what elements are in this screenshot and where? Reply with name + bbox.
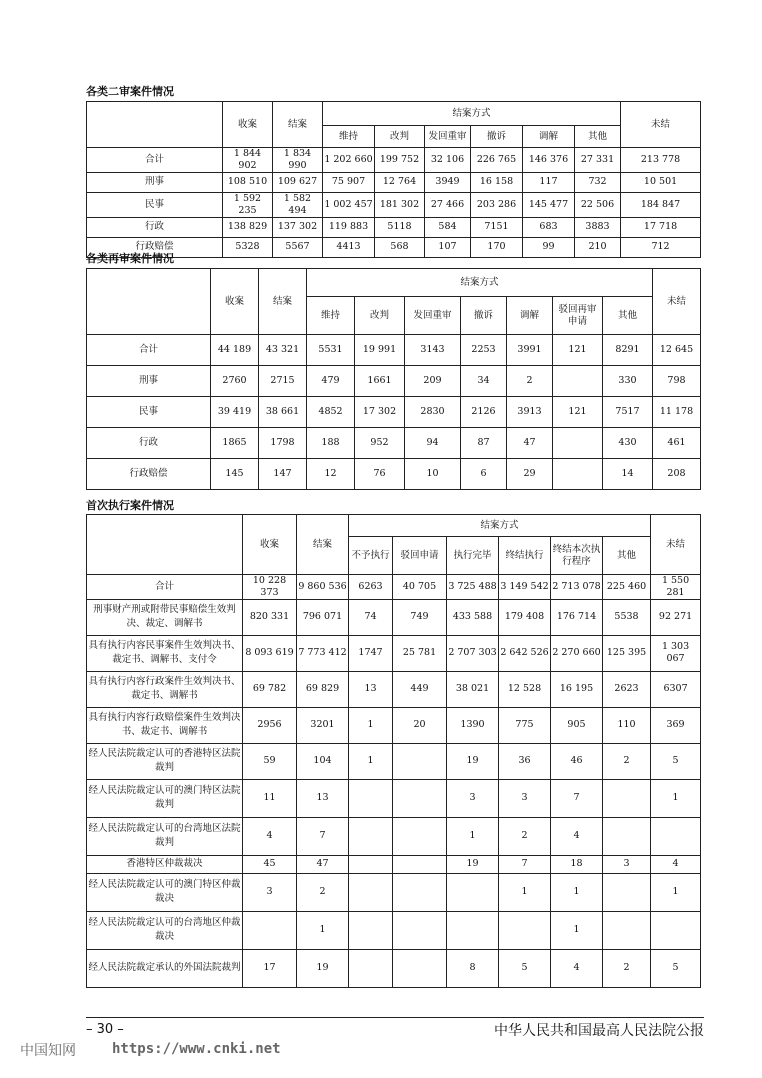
table-cell: 2760 bbox=[211, 366, 259, 397]
table-cell bbox=[651, 817, 701, 855]
table-cell: 1 550 281 bbox=[651, 575, 701, 600]
table-cell bbox=[393, 949, 447, 987]
table-cell: 2 270 660 bbox=[551, 635, 603, 671]
header-closed: 结案 bbox=[273, 102, 323, 148]
table-cell: 181 302 bbox=[375, 192, 425, 217]
corner-cell bbox=[87, 515, 243, 575]
table-cell: 16 195 bbox=[551, 671, 603, 707]
method-header: 调解 bbox=[507, 297, 553, 335]
table-cell: 108 510 bbox=[223, 172, 273, 192]
table-cell: 905 bbox=[551, 707, 603, 743]
table-row bbox=[87, 911, 701, 949]
table-cell: 4 bbox=[243, 817, 297, 855]
method-header: 驳回再审申请 bbox=[553, 297, 603, 335]
table-cell: 1747 bbox=[349, 635, 393, 671]
table-cell: 2715 bbox=[259, 366, 307, 397]
header-pending: 未结 bbox=[653, 269, 701, 335]
table-cell bbox=[349, 949, 393, 987]
table-cell: 125 395 bbox=[603, 635, 651, 671]
table-cell: 2253 bbox=[461, 335, 507, 366]
table-cell: 8 bbox=[447, 949, 499, 987]
method-header: 改判 bbox=[375, 126, 425, 148]
row-label: 具有执行内容民事案件生效判决书、裁定书、调解书、支付令 bbox=[87, 635, 243, 671]
table-cell: 46 bbox=[551, 743, 603, 779]
table-cell: 2 bbox=[603, 743, 651, 779]
table-cell: 94 bbox=[405, 428, 461, 459]
table-cell bbox=[499, 911, 551, 949]
table-cell: 1 592 235 bbox=[223, 192, 273, 217]
header-method: 结案方式 bbox=[323, 102, 621, 126]
table-cell: 38 021 bbox=[447, 671, 499, 707]
method-header: 改判 bbox=[355, 297, 405, 335]
table-cell bbox=[553, 459, 603, 490]
appeal-cases-table bbox=[86, 101, 701, 258]
table-cell: 19 bbox=[447, 743, 499, 779]
table-cell: 47 bbox=[507, 428, 553, 459]
table-cell: 5531 bbox=[307, 335, 355, 366]
method-header: 其他 bbox=[603, 297, 653, 335]
table-cell: 1 582 494 bbox=[273, 192, 323, 217]
table-cell: 1661 bbox=[355, 366, 405, 397]
table-cell: 40 705 bbox=[393, 575, 447, 600]
table-cell: 119 883 bbox=[323, 217, 375, 237]
row-label: 经人民法院裁定承认的外国法院裁判 bbox=[87, 949, 243, 987]
table-row bbox=[87, 779, 701, 817]
table-cell: 3 bbox=[603, 855, 651, 873]
section-title: 各类再审案件情况 bbox=[86, 252, 174, 265]
table-cell: 584 bbox=[425, 217, 471, 237]
table-cell: 6 bbox=[461, 459, 507, 490]
table-row bbox=[87, 635, 701, 671]
method-header: 撤诉 bbox=[461, 297, 507, 335]
table-cell: 1 bbox=[551, 873, 603, 911]
table-cell bbox=[349, 911, 393, 949]
table-cell bbox=[447, 873, 499, 911]
table-cell: 775 bbox=[499, 707, 551, 743]
table-cell: 796 071 bbox=[297, 599, 349, 635]
table-cell: 1 bbox=[651, 873, 701, 911]
table-cell: 2 bbox=[499, 817, 551, 855]
table-cell: 137 302 bbox=[273, 217, 323, 237]
table-cell: 3913 bbox=[507, 397, 553, 428]
table-cell: 2 707 303 bbox=[447, 635, 499, 671]
table-cell: 1798 bbox=[259, 428, 307, 459]
row-label: 刑事财产刑或附带民事赔偿生效判决、裁定、调解书 bbox=[87, 599, 243, 635]
row-label: 经人民法院裁定认可的台湾地区法院裁判 bbox=[87, 817, 243, 855]
table-cell: 121 bbox=[553, 397, 603, 428]
table-cell: 19 bbox=[297, 949, 349, 987]
table-row bbox=[87, 397, 701, 428]
row-label: 行政赔偿 bbox=[87, 237, 223, 257]
table-cell bbox=[553, 366, 603, 397]
table-cell: 138 829 bbox=[223, 217, 273, 237]
table-cell bbox=[603, 873, 651, 911]
table-cell: 20 bbox=[393, 707, 447, 743]
table-cell: 27 466 bbox=[425, 192, 471, 217]
table-cell bbox=[393, 743, 447, 779]
method-header: 调解 bbox=[523, 126, 575, 148]
execution-cases-table bbox=[86, 514, 701, 988]
table-cell: 109 627 bbox=[273, 172, 323, 192]
table-cell: 5538 bbox=[603, 599, 651, 635]
table-cell: 92 271 bbox=[651, 599, 701, 635]
table-cell bbox=[603, 911, 651, 949]
table-cell: 1 844 902 bbox=[223, 148, 273, 173]
table-cell: 22 506 bbox=[575, 192, 621, 217]
table-cell: 34 bbox=[461, 366, 507, 397]
table-cell: 13 bbox=[297, 779, 349, 817]
method-header: 维持 bbox=[307, 297, 355, 335]
table-row bbox=[87, 459, 701, 490]
row-label: 经人民法院裁定认可的香港特区法院裁判 bbox=[87, 743, 243, 779]
table-cell: 19 bbox=[447, 855, 499, 873]
table-cell bbox=[393, 817, 447, 855]
table-cell: 5118 bbox=[375, 217, 425, 237]
table-cell: 5 bbox=[651, 743, 701, 779]
table-cell: 7 773 412 bbox=[297, 635, 349, 671]
table-cell: 12 bbox=[307, 459, 355, 490]
table-cell: 1 834 990 bbox=[273, 148, 323, 173]
method-header: 撤诉 bbox=[471, 126, 523, 148]
table-cell: 5 bbox=[651, 949, 701, 987]
section-title: 各类二审案件情况 bbox=[86, 85, 174, 98]
table-cell: 3 bbox=[447, 779, 499, 817]
row-label: 行政 bbox=[87, 428, 211, 459]
table-row bbox=[87, 873, 701, 911]
table-row bbox=[87, 949, 701, 987]
table-cell: 1 202 660 bbox=[323, 148, 375, 173]
table-cell: 11 178 bbox=[653, 397, 701, 428]
table-cell bbox=[553, 428, 603, 459]
table-cell: 59 bbox=[243, 743, 297, 779]
table-cell: 17 718 bbox=[621, 217, 701, 237]
table-cell bbox=[349, 855, 393, 873]
table-cell: 121 bbox=[553, 335, 603, 366]
table-cell: 12 645 bbox=[653, 335, 701, 366]
table-cell: 7517 bbox=[603, 397, 653, 428]
table-cell: 952 bbox=[355, 428, 405, 459]
table-cell: 179 408 bbox=[499, 599, 551, 635]
table-cell: 4 bbox=[651, 855, 701, 873]
table-cell: 225 460 bbox=[603, 575, 651, 600]
watermark-text: 中国知网 bbox=[20, 1043, 76, 1059]
table-cell: 210 bbox=[575, 237, 621, 257]
table-cell: 1 bbox=[349, 707, 393, 743]
table-row bbox=[87, 237, 701, 257]
table-cell: 3883 bbox=[575, 217, 621, 237]
table-cell: 107 bbox=[425, 237, 471, 257]
header-received: 收案 bbox=[223, 102, 273, 148]
row-label: 行政赔偿 bbox=[87, 459, 211, 490]
table-cell: 38 661 bbox=[259, 397, 307, 428]
table-cell bbox=[393, 873, 447, 911]
table-cell: 2 bbox=[297, 873, 349, 911]
table-cell: 2956 bbox=[243, 707, 297, 743]
table-cell: 4852 bbox=[307, 397, 355, 428]
table-row bbox=[87, 817, 701, 855]
table-cell: 18 bbox=[551, 855, 603, 873]
table-cell: 712 bbox=[621, 237, 701, 257]
method-header: 驳回申请 bbox=[393, 537, 447, 575]
table-cell: 1 002 457 bbox=[323, 192, 375, 217]
table-cell: 213 778 bbox=[621, 148, 701, 173]
table-cell: 12 764 bbox=[375, 172, 425, 192]
method-header: 终结执行 bbox=[499, 537, 551, 575]
table-row bbox=[87, 743, 701, 779]
table-row bbox=[87, 335, 701, 366]
table-cell: 176 714 bbox=[551, 599, 603, 635]
table-row bbox=[87, 366, 701, 397]
table-row bbox=[87, 192, 701, 217]
table-cell: 10 bbox=[405, 459, 461, 490]
row-label: 具有执行内容行政案件生效判决书、裁定书、调解书 bbox=[87, 671, 243, 707]
table-cell: 3 725 488 bbox=[447, 575, 499, 600]
table-cell: 1 303 067 bbox=[651, 635, 701, 671]
table-row bbox=[87, 217, 701, 237]
header-received: 收案 bbox=[211, 269, 259, 335]
table-cell bbox=[243, 911, 297, 949]
table-row bbox=[87, 599, 701, 635]
row-label: 合计 bbox=[87, 575, 243, 600]
table-cell: 27 331 bbox=[575, 148, 621, 173]
table-cell: 147 bbox=[259, 459, 307, 490]
table-cell: 17 bbox=[243, 949, 297, 987]
table-cell: 7151 bbox=[471, 217, 523, 237]
table-cell: 820 331 bbox=[243, 599, 297, 635]
page-number: – 30 – bbox=[86, 1022, 124, 1037]
table-row bbox=[87, 148, 701, 173]
table-cell: 330 bbox=[603, 366, 653, 397]
table-cell: 4 bbox=[551, 949, 603, 987]
section-title: 首次执行案件情况 bbox=[86, 499, 174, 512]
table-cell: 11 bbox=[243, 779, 297, 817]
journal-name: 中华人民共和国最高人民法院公报 bbox=[494, 1023, 704, 1039]
table-cell: 76 bbox=[355, 459, 405, 490]
table-cell: 145 bbox=[211, 459, 259, 490]
table-cell: 199 752 bbox=[375, 148, 425, 173]
row-label: 民事 bbox=[87, 397, 211, 428]
header-pending: 未结 bbox=[651, 515, 701, 575]
header-received: 收案 bbox=[243, 515, 297, 575]
table-cell: 4413 bbox=[323, 237, 375, 257]
table-cell: 1 bbox=[651, 779, 701, 817]
table-cell: 2623 bbox=[603, 671, 651, 707]
table-cell: 2126 bbox=[461, 397, 507, 428]
table-cell: 3 bbox=[499, 779, 551, 817]
table-cell: 683 bbox=[523, 217, 575, 237]
table-row bbox=[87, 671, 701, 707]
table-cell: 2 bbox=[507, 366, 553, 397]
table-row bbox=[87, 575, 701, 600]
table-cell: 7 bbox=[551, 779, 603, 817]
table-cell: 5328 bbox=[223, 237, 273, 257]
table-cell: 10 501 bbox=[621, 172, 701, 192]
table-cell: 69 829 bbox=[297, 671, 349, 707]
method-header: 发回重审 bbox=[405, 297, 461, 335]
header-method: 结案方式 bbox=[307, 269, 653, 297]
table-cell: 449 bbox=[393, 671, 447, 707]
table-cell: 145 477 bbox=[523, 192, 575, 217]
table-cell: 87 bbox=[461, 428, 507, 459]
table-cell: 1865 bbox=[211, 428, 259, 459]
table-cell: 188 bbox=[307, 428, 355, 459]
table-cell: 1 bbox=[447, 817, 499, 855]
table-cell: 1 bbox=[499, 873, 551, 911]
table-cell: 29 bbox=[507, 459, 553, 490]
method-header: 维持 bbox=[323, 126, 375, 148]
table-cell: 5 bbox=[499, 949, 551, 987]
table-cell: 9 860 536 bbox=[297, 575, 349, 600]
table-cell: 7 bbox=[297, 817, 349, 855]
table-cell bbox=[447, 911, 499, 949]
table-cell: 5567 bbox=[273, 237, 323, 257]
row-label: 刑事 bbox=[87, 366, 211, 397]
table-cell: 75 907 bbox=[323, 172, 375, 192]
table-cell: 369 bbox=[651, 707, 701, 743]
table-cell: 13 bbox=[349, 671, 393, 707]
table-cell: 3143 bbox=[405, 335, 461, 366]
method-header: 发回重审 bbox=[425, 126, 471, 148]
table-cell: 14 bbox=[603, 459, 653, 490]
table-cell: 69 782 bbox=[243, 671, 297, 707]
table-row bbox=[87, 707, 701, 743]
row-label: 具有执行内容行政赔偿案件生效判决书、裁定书、调解书 bbox=[87, 707, 243, 743]
table-row bbox=[87, 172, 701, 192]
table-cell: 798 bbox=[653, 366, 701, 397]
table-cell: 209 bbox=[405, 366, 461, 397]
table-cell: 117 bbox=[523, 172, 575, 192]
table-cell: 146 376 bbox=[523, 148, 575, 173]
table-cell: 203 286 bbox=[471, 192, 523, 217]
table-cell: 44 189 bbox=[211, 335, 259, 366]
table-cell: 6263 bbox=[349, 575, 393, 600]
method-header: 其他 bbox=[575, 126, 621, 148]
table-cell bbox=[349, 779, 393, 817]
table-cell: 32 106 bbox=[425, 148, 471, 173]
table-cell: 732 bbox=[575, 172, 621, 192]
row-label: 经人民法院裁定认可的台湾地区仲裁裁决 bbox=[87, 911, 243, 949]
table-cell: 19 991 bbox=[355, 335, 405, 366]
header-pending: 未结 bbox=[621, 102, 701, 148]
table-cell: 7 bbox=[499, 855, 551, 873]
table-cell: 184 847 bbox=[621, 192, 701, 217]
table-cell: 2 713 078 bbox=[551, 575, 603, 600]
table-cell: 479 bbox=[307, 366, 355, 397]
table-cell: 461 bbox=[653, 428, 701, 459]
header-closed: 结案 bbox=[259, 269, 307, 335]
table-cell: 12 528 bbox=[499, 671, 551, 707]
method-header: 不予执行 bbox=[349, 537, 393, 575]
method-header: 执行完毕 bbox=[447, 537, 499, 575]
table-cell bbox=[393, 911, 447, 949]
table-cell: 99 bbox=[523, 237, 575, 257]
retrial-cases-table bbox=[86, 268, 701, 490]
table-cell bbox=[393, 779, 447, 817]
watermark-url: https://www.cnki.net bbox=[112, 1041, 281, 1057]
table-cell: 4 bbox=[551, 817, 603, 855]
method-header: 其他 bbox=[603, 537, 651, 575]
table-cell: 39 419 bbox=[211, 397, 259, 428]
table-cell: 2 642 526 bbox=[499, 635, 551, 671]
table-cell: 1 bbox=[297, 911, 349, 949]
table-cell: 1 bbox=[349, 743, 393, 779]
table-cell: 749 bbox=[393, 599, 447, 635]
table-cell: 43 321 bbox=[259, 335, 307, 366]
table-cell: 8 093 619 bbox=[243, 635, 297, 671]
table-cell: 226 765 bbox=[471, 148, 523, 173]
row-label: 刑事 bbox=[87, 172, 223, 192]
table-cell bbox=[349, 873, 393, 911]
table-cell bbox=[393, 855, 447, 873]
table-cell: 6307 bbox=[651, 671, 701, 707]
row-label: 合计 bbox=[87, 335, 211, 366]
table-cell: 208 bbox=[653, 459, 701, 490]
row-label: 行政 bbox=[87, 217, 223, 237]
corner-cell bbox=[87, 102, 223, 148]
table-cell: 110 bbox=[603, 707, 651, 743]
table-cell: 1 bbox=[551, 911, 603, 949]
table-cell bbox=[349, 817, 393, 855]
table-cell: 74 bbox=[349, 599, 393, 635]
table-cell: 10 228 373 bbox=[243, 575, 297, 600]
table-cell: 3 149 542 bbox=[499, 575, 551, 600]
table-cell: 430 bbox=[603, 428, 653, 459]
row-label: 经人民法院裁定认可的澳门特区法院裁判 bbox=[87, 779, 243, 817]
row-label: 经人民法院裁定认可的澳门特区仲裁裁决 bbox=[87, 873, 243, 911]
table-cell: 3949 bbox=[425, 172, 471, 192]
table-cell: 3 bbox=[243, 873, 297, 911]
table-cell: 8291 bbox=[603, 335, 653, 366]
table-row bbox=[87, 855, 701, 873]
table-cell bbox=[651, 911, 701, 949]
table-cell: 568 bbox=[375, 237, 425, 257]
table-cell: 3201 bbox=[297, 707, 349, 743]
table-cell: 47 bbox=[297, 855, 349, 873]
footer-divider bbox=[86, 1017, 704, 1018]
row-label: 民事 bbox=[87, 192, 223, 217]
table-cell: 2 bbox=[603, 949, 651, 987]
table-cell: 25 781 bbox=[393, 635, 447, 671]
row-label: 合计 bbox=[87, 148, 223, 173]
table-cell: 433 588 bbox=[447, 599, 499, 635]
header-method: 结案方式 bbox=[349, 515, 651, 537]
table-cell: 2830 bbox=[405, 397, 461, 428]
table-cell: 1390 bbox=[447, 707, 499, 743]
corner-cell bbox=[87, 269, 211, 335]
table-cell: 3991 bbox=[507, 335, 553, 366]
table-row bbox=[87, 428, 701, 459]
table-cell: 36 bbox=[499, 743, 551, 779]
row-label: 香港特区仲裁裁决 bbox=[87, 855, 243, 873]
table-cell: 104 bbox=[297, 743, 349, 779]
table-cell: 17 302 bbox=[355, 397, 405, 428]
table-cell bbox=[603, 817, 651, 855]
table-cell: 45 bbox=[243, 855, 297, 873]
table-cell bbox=[603, 779, 651, 817]
method-header: 终结本次执行程序 bbox=[551, 537, 603, 575]
table-cell: 16 158 bbox=[471, 172, 523, 192]
table-cell: 170 bbox=[471, 237, 523, 257]
header-closed: 结案 bbox=[297, 515, 349, 575]
